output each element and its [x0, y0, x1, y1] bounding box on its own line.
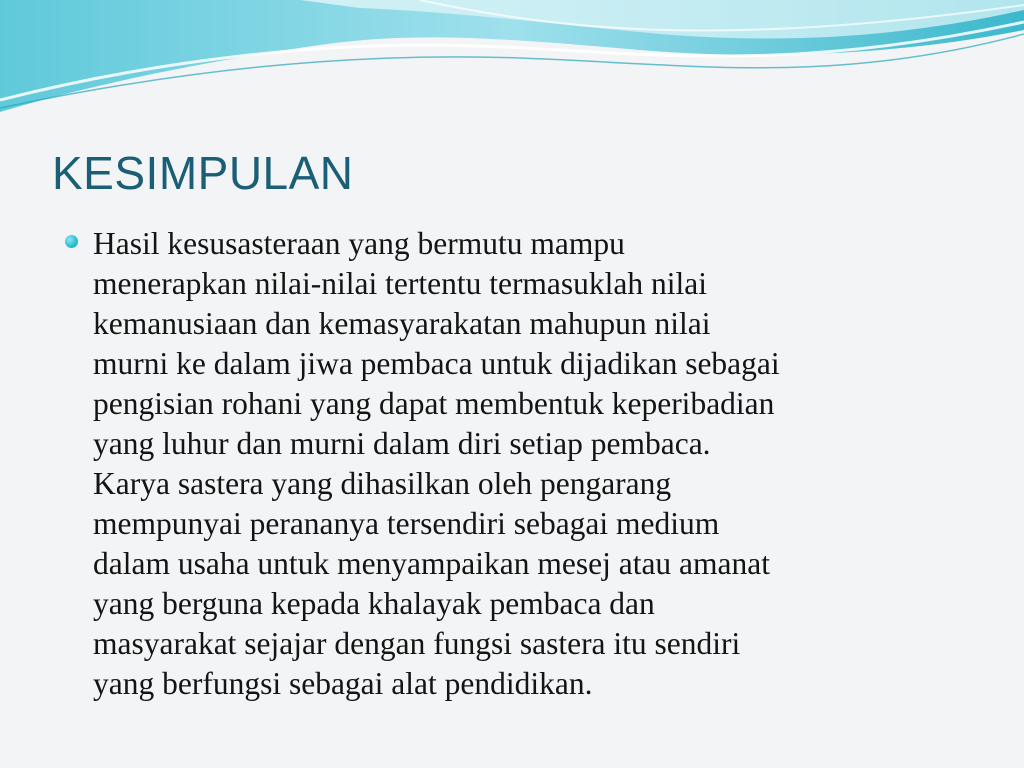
bullet-text: Hasil kesusasteraan yang bermutu mampu menerapkan nilai-nilai tertentu termasuklah nilai kemanusiaan dan kemasyarakatan mahupun nilai murni ke dalam jiwa pembaca untuk dijadikan sebagai pengisian rohani yang dapat membentuk keperibadian yang luhur dan murni dalam diri setiap pembaca. Karya sastera yang dihasilkan oleh pengarang mempunyai perananya tersendiri sebagai medium dalam usaha untuk menyampaikan mesej atau amanat yang berguna kepada khalayak pembaca dan masyarakat sejajar dengan fungsi sastera itu sendiri yang berfungsi sebagai alat pendidikan.: [93, 226, 780, 701]
slide-title: KESIMPULAN: [52, 147, 354, 199]
bullet-dot-icon: [65, 235, 78, 248]
header-wave-decoration: [0, 0, 1024, 130]
bullet-item: [60, 224, 1000, 704]
